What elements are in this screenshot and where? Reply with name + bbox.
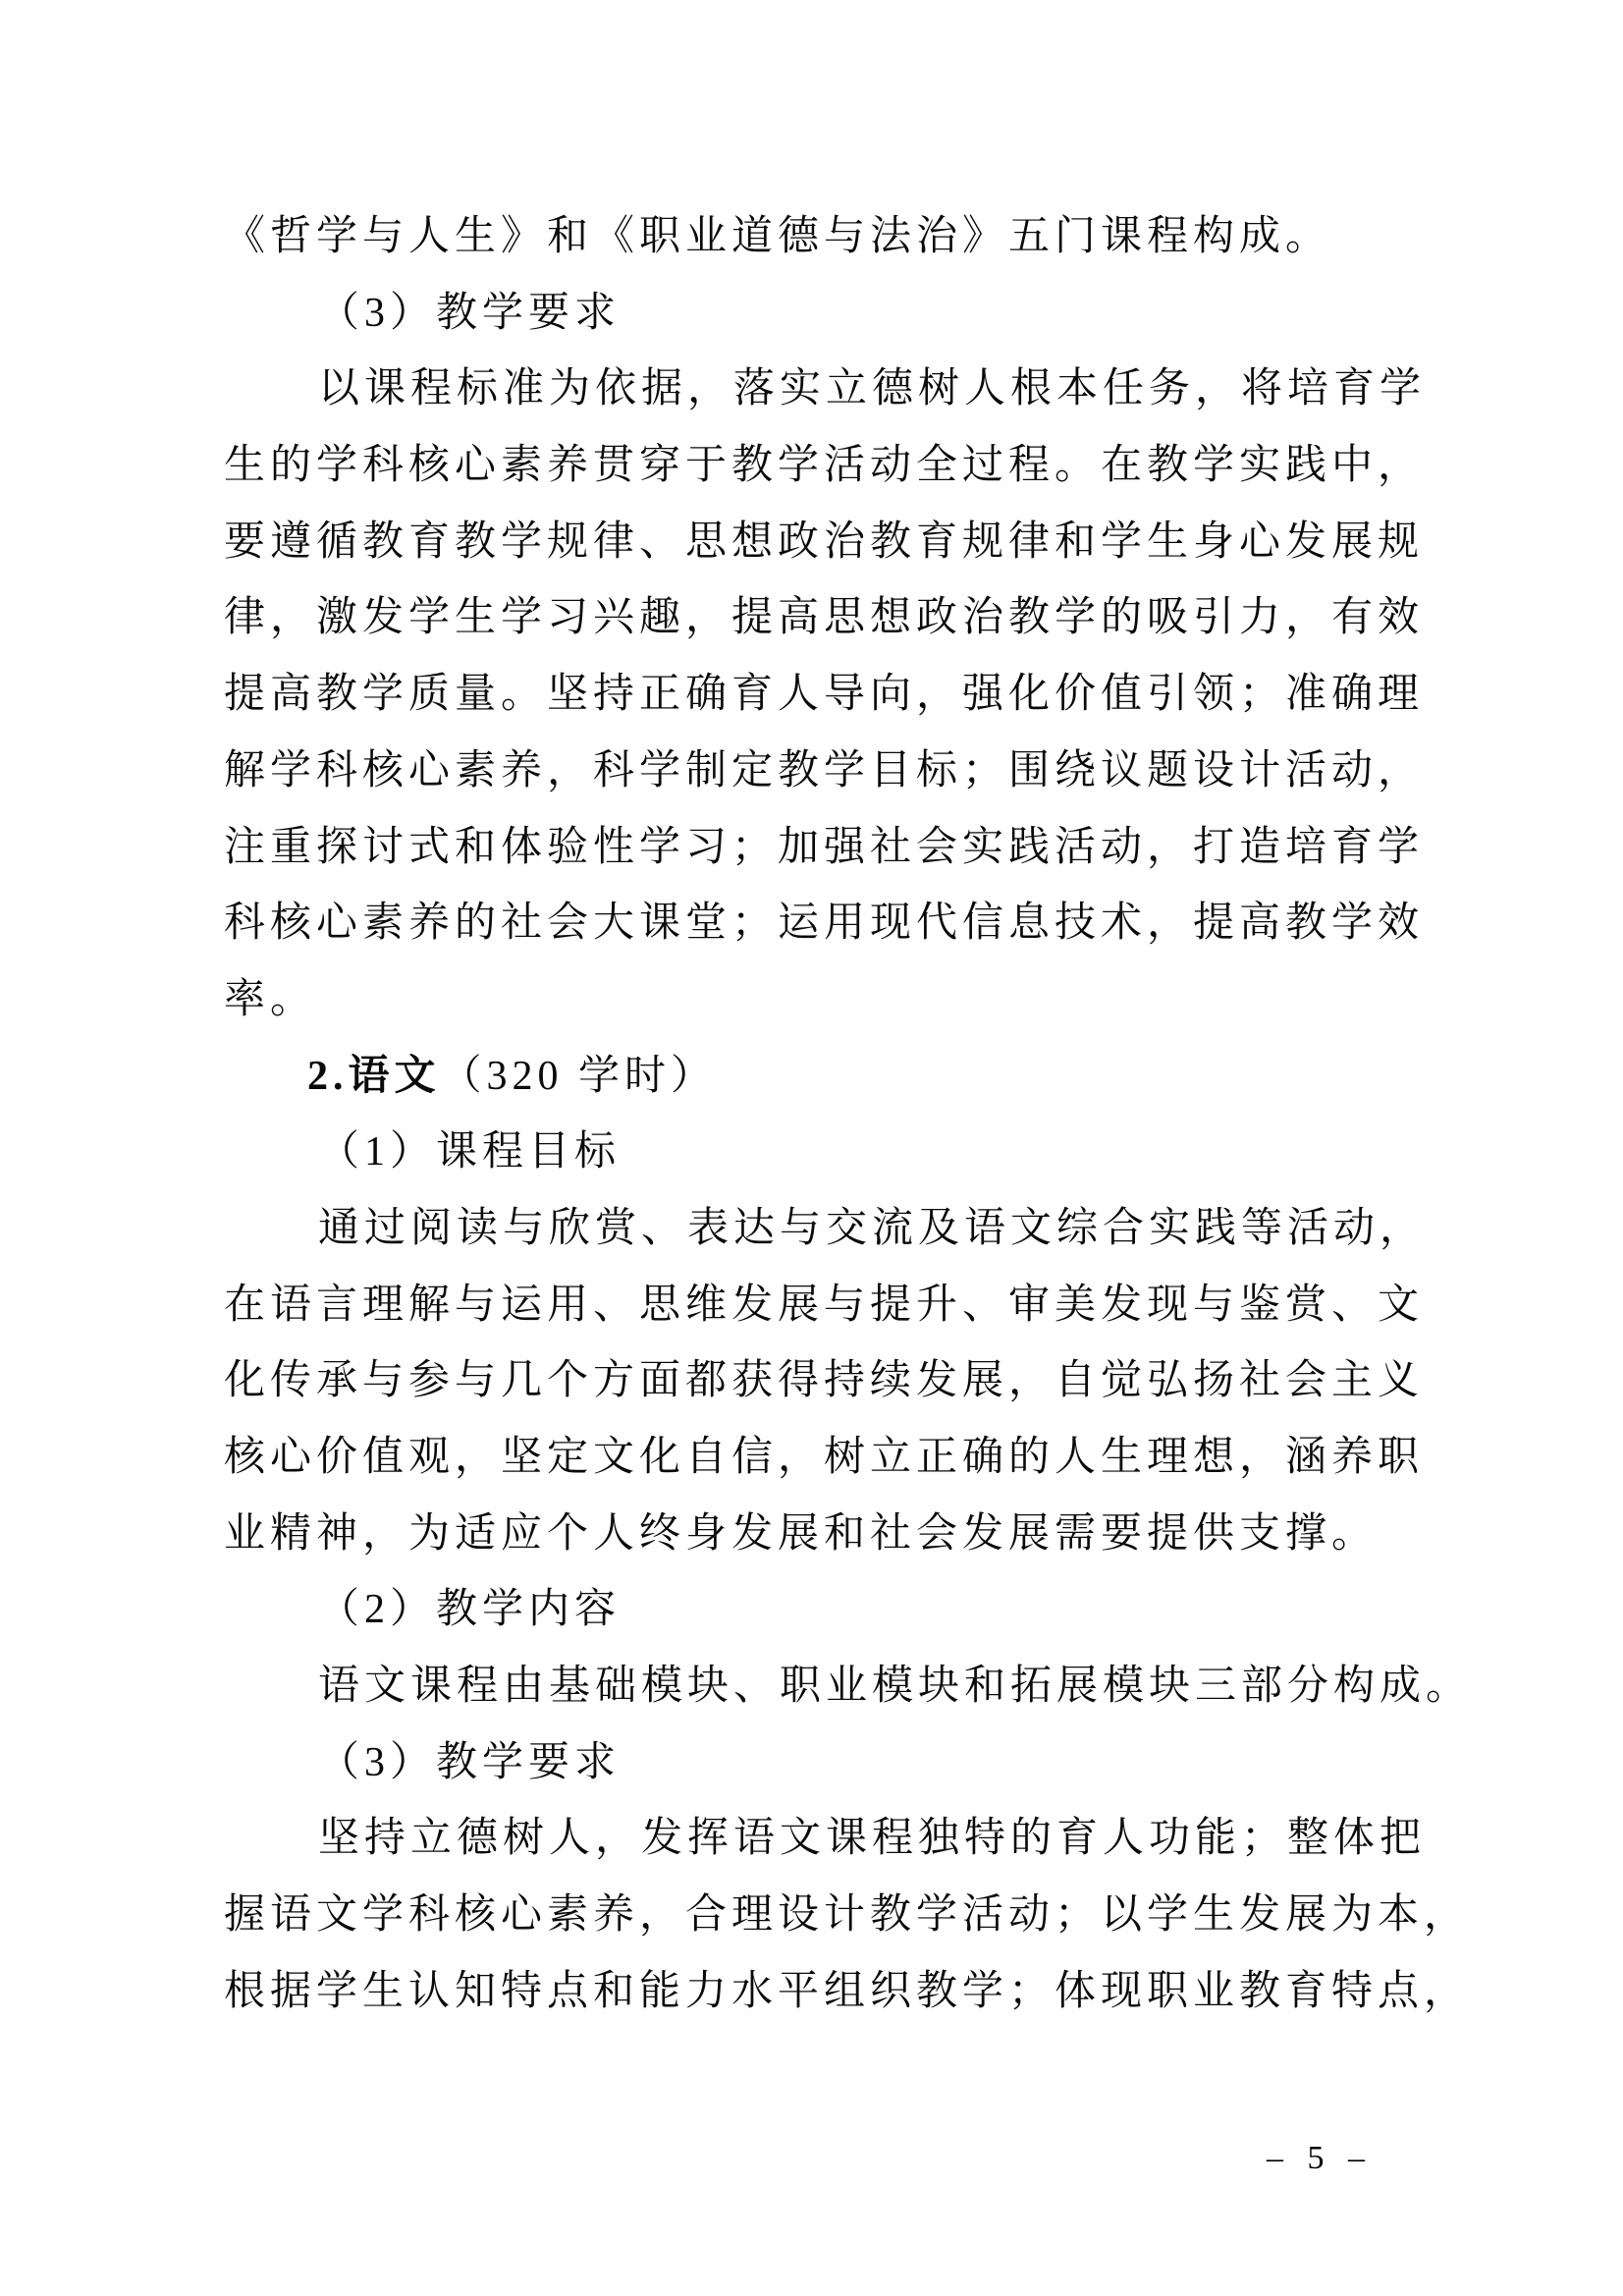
paragraph-line: 科核心素养的社会大课堂；运用现代信息技术，提高教学效 (224, 901, 1425, 947)
paragraph-line: 解学科核心素养，科学制定教学目标；围绕议题设计活动， (224, 747, 1425, 793)
subsection-heading: （3）教学要求 (318, 1739, 622, 1785)
paragraph-line: 通过阅读与欣赏、表达与交流及语文综合实践等活动， (318, 1205, 1427, 1251)
paragraph-line: 律，激发学生学习兴趣，提高思想政治教学的吸引力，有效 (224, 595, 1425, 641)
paragraph-line: 握语文学科核心素养，合理设计教学活动；以学生发展为本， (224, 1892, 1471, 1939)
document-body (224, 199, 1473, 2031)
section-heading-hours: （320 学时） (440, 1053, 718, 1099)
paragraph-line: 根据学生认知特点和能力水平组织教学；体现职业教育特点， (224, 1968, 1471, 2014)
page-number: – 5 – (1267, 2140, 1373, 2176)
paragraph-line: 生的学科核心素养贯穿于教学活动全过程。在教学实践中， (224, 443, 1425, 489)
paragraph-line: 要遵循教育教学规律、思想政治教育规律和学生身心发展规 (224, 519, 1425, 565)
paragraph-line: 在语言理解与运用、思维发展与提升、审美发现与鉴赏、文 (224, 1282, 1425, 1328)
subsection-heading: （2）教学内容 (318, 1587, 622, 1633)
paragraph-line: 提高教学质量。坚持正确育人导向，强化价值引领；准确理 (224, 672, 1425, 718)
paragraph-line: 坚持立德树人，发挥语文课程独特的育人功能；整体把 (318, 1816, 1427, 1862)
paragraph-line: 业精神，为适应个人终身发展和社会发展需要提供支撑。 (224, 1510, 1379, 1557)
paragraph-line: 语文课程由基础模块、职业模块和拓展模块三部分构成。 (318, 1664, 1473, 1710)
subsection-heading: （1）课程目标 (318, 1129, 622, 1175)
paragraph-line: 《哲学与人生》和《职业道德与法治》五门课程构成。 (224, 214, 1332, 259)
paragraph-line: 注重探讨式和体验性学习；加强社会实践活动，打造培育学 (224, 824, 1425, 870)
paragraph-line: 化传承与参与几个方面都获得持续发展，自觉弘扬社会主义 (224, 1358, 1425, 1404)
paragraph-line: 核心价值观，坚定文化自信，树立正确的人生理想，涵养职 (224, 1435, 1425, 1480)
subsection-heading: （3）教学要求 (318, 290, 622, 336)
paragraph-line: 以课程标准为依据，落实立德树人根本任务，将培育学 (318, 366, 1427, 412)
paragraph-line: 率。 (224, 976, 317, 1022)
section-heading-number-title: 2.语文 (307, 1053, 441, 1099)
section-heading (224, 1039, 1411, 1116)
